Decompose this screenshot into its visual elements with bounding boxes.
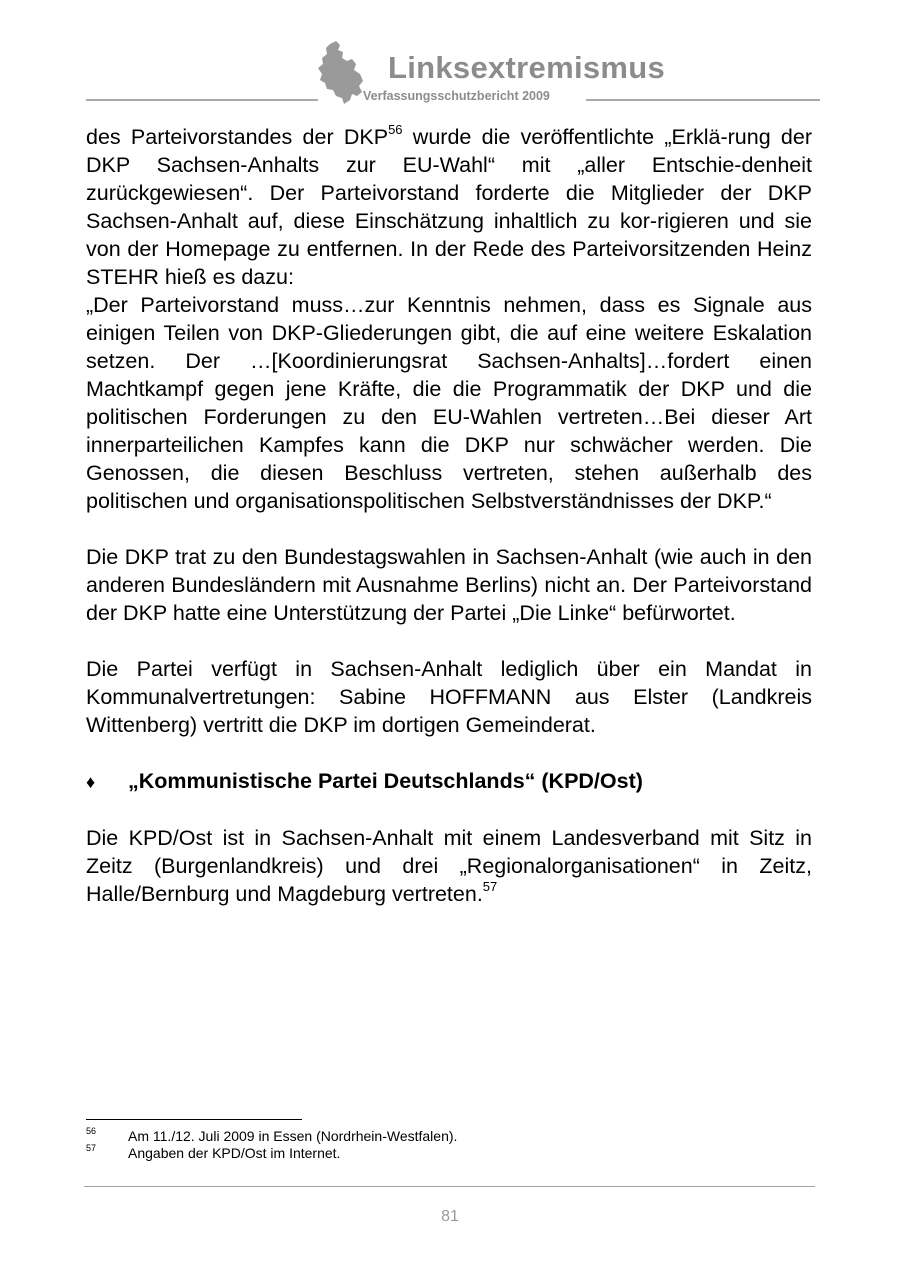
footnote-number: 56 (86, 1126, 97, 1136)
header-rule-left (86, 99, 318, 101)
paragraph-1-rest: wurde die veröffentlichte „Erklä-rung der DKP Sachsen-Anhalts zur EU-Wahl“ mit „aller Entschie-denheit zurückgewiesen“. Der Parteivorstand forderte die Mitglieder der DKP Sachsen-Anhalt auf, diese Einschätzung inhaltlich zu kor-rigieren und sie von der Homepage zu entfernen. In der Rede des Parteivorsitzenden Heinz STEHR hieß es dazu: (86, 125, 812, 289)
footer-rule (84, 1186, 815, 1187)
footnote-ref-57[interactable]: 57 (482, 879, 498, 894)
paragraph-1-start: des Parteivorstandes der DKP (86, 125, 389, 149)
footnote-text: Am 11./12. Juli 2009 in Essen (Nordrhein-Westfalen). (128, 1128, 458, 1144)
block-quote: „Der Parteivorstand muss…zur Kenntnis nehmen, dass es Signale aus einigen Teilen von DKP-Gliederungen gibt, die auf eine weitere Eskalation setzen. Der …[Koordinierungsrat Sachsen-Anhalts]…fordert einen Machtkampf gegen jene Kräfte, die die Programmatik der DKP und die politischen Forderungen zu den EU-Wahlen vertreten…Bei dieser Art innerparteilichen Kampfes kann die DKP nur schwächer werden. Die Genossen, die diesen Beschluss vertreten, stehen außerhalb des politischen und organisationspolitischen Selbstverständnisses der DKP.“ (86, 293, 812, 513)
header-rule-right (586, 99, 820, 101)
footnotes (86, 1128, 812, 1162)
diamond-bullet-icon: ♦ (86, 772, 96, 792)
header-subtitle: Verfassungsschutzbericht 2009 (363, 89, 550, 103)
saxony-anhalt-map-icon (316, 40, 366, 106)
paragraph-2: Die DKP trat zu den Bundestagswahlen in Sachsen-Anhalt (wie auch in den anderen Bundesländern mit Ausnahme Berlins) nicht an. Der Parteivorstand der DKP hatte eine Unterstützung der Partei „Die Linke“ befürwortet. (86, 545, 812, 625)
page-number: 81 (441, 1208, 459, 1225)
paragraph-4 (86, 824, 812, 908)
paragraph-1 (86, 123, 812, 291)
section-heading-text: „Kommunistische Partei Deutschlands“ (KPD/Ost) (128, 769, 643, 793)
header-title: Linksextremismus (388, 50, 666, 85)
page-header (0, 0, 900, 110)
paragraph-3: Die Partei verfügt in Sachsen-Anhalt lediglich über ein Mandat in Kommunalvertretungen: Sabine HOFFMANN aus Elster (Landkreis Wittenberg) vertritt die DKP im dortigen Gemeinderat. (86, 657, 812, 737)
footnote-ref-56[interactable]: 56 (388, 122, 403, 137)
footnote-number: 57 (86, 1143, 97, 1153)
paragraph-4-text: Die KPD/Ost ist in Sachsen-Anhalt mit einem Landesverband mit Sitz in Zeitz (Burgenlandkreis) und drei „Regionalorganisationen“ in Zeitz, Halle/Bernburg und Magdeburg vertreten. (86, 826, 812, 906)
footnote-text: Angaben der KPD/Ost im Internet. (128, 1145, 341, 1161)
footnote-separator (86, 1119, 302, 1120)
section-heading (86, 767, 812, 796)
footnote-57 (86, 1145, 812, 1162)
footnote-56 (86, 1128, 812, 1145)
main-content (86, 123, 812, 908)
